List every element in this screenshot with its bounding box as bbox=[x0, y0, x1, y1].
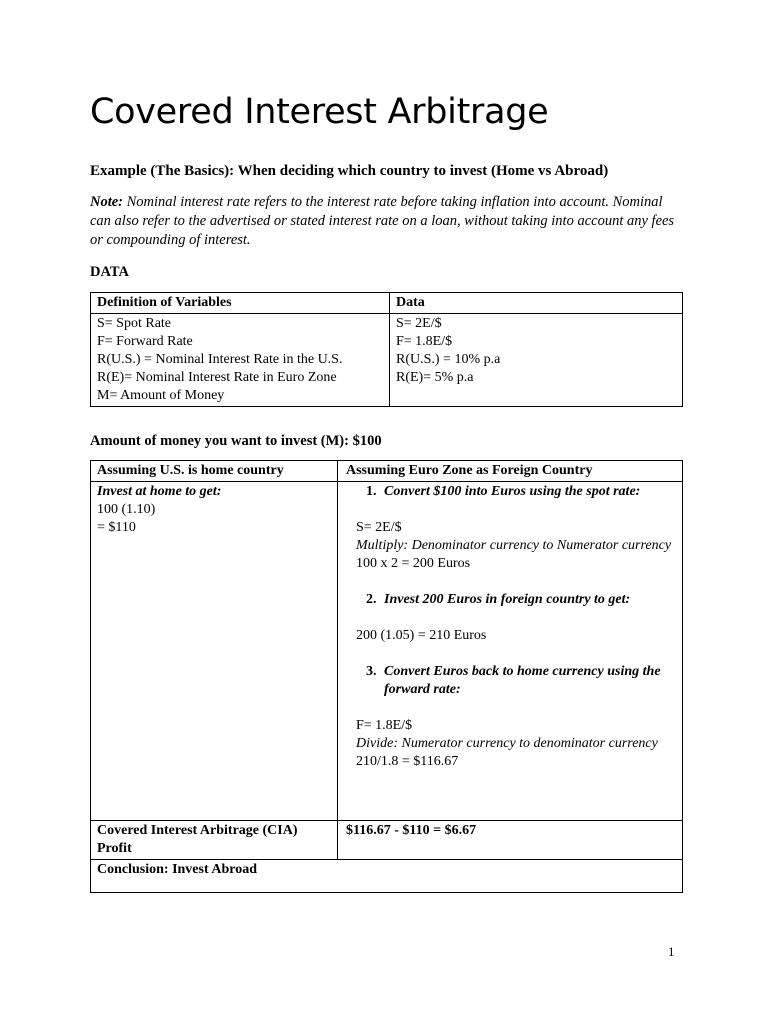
investment-table bbox=[90, 460, 683, 893]
value-item: S= 2E/$ bbox=[396, 316, 442, 331]
definition-item: M= Amount of Money bbox=[97, 388, 225, 403]
step-3-italic: Divide: Numerator currency to denominator currency bbox=[356, 736, 658, 751]
step-2-number: 2. bbox=[366, 592, 377, 607]
note-label: Note: bbox=[90, 194, 124, 210]
home-cell bbox=[91, 482, 338, 821]
data-table-header-data: Data bbox=[390, 293, 683, 314]
home-line: 100 (1.10) bbox=[97, 502, 156, 517]
profit-value: $116.67 - $110 = $6.67 bbox=[338, 821, 683, 860]
home-line: = $110 bbox=[97, 520, 136, 535]
step-1-title bbox=[356, 483, 676, 501]
step-3-result: 210/1.8 = $116.67 bbox=[356, 754, 459, 769]
step-2-title bbox=[356, 591, 676, 609]
step-1-number: 1. bbox=[366, 484, 377, 499]
investment-header-home: Assuming U.S. is home country bbox=[91, 461, 338, 482]
step-3-number: 3. bbox=[366, 664, 377, 679]
note-paragraph bbox=[90, 193, 680, 250]
step-1-line: S= 2E/$ bbox=[356, 520, 402, 535]
page-title: Covered Interest Arbitrage bbox=[90, 92, 549, 132]
step-3-title bbox=[356, 663, 676, 699]
data-heading: DATA bbox=[90, 264, 129, 280]
value-item: R(U.S.) = 10% p.a bbox=[396, 352, 501, 367]
step-3-text: Convert Euros back to home currency using the forward rate: bbox=[384, 664, 661, 697]
amount-heading: Amount of money you want to invest (M): $100 bbox=[90, 433, 382, 449]
values-cell bbox=[390, 314, 683, 407]
conclusion: Conclusion: Invest Abroad bbox=[91, 860, 683, 893]
step-1-result: 100 x 2 = 200 Euros bbox=[356, 556, 471, 571]
data-table bbox=[90, 292, 683, 407]
page-number: 1 bbox=[668, 944, 675, 959]
profit-label: Covered Interest Arbitrage (CIA) Profit bbox=[91, 821, 338, 860]
definitions-cell bbox=[91, 314, 390, 407]
data-table-header-definitions: Definition of Variables bbox=[91, 293, 390, 314]
step-1-text: Convert $100 into Euros using the spot rate: bbox=[384, 484, 641, 499]
definition-item: F= Forward Rate bbox=[97, 334, 193, 349]
definition-item: R(E)= Nominal Interest Rate in Euro Zone bbox=[97, 370, 337, 385]
note-text: Nominal interest rate refers to the interest rate before taking inflation into account. Nominal can also refer to the advertised or stated interest rate on a loan, without taking into account any fees or compounding of interest. bbox=[90, 194, 675, 248]
step-3-line: F= 1.8E/$ bbox=[356, 718, 413, 733]
value-item: R(E)= 5% p.a bbox=[396, 370, 474, 385]
example-subtitle: Example (The Basics): When deciding which country to invest (Home vs Abroad) bbox=[90, 163, 609, 179]
definition-item: S= Spot Rate bbox=[97, 316, 172, 331]
home-label: Invest at home to get: bbox=[97, 484, 222, 499]
investment-header-foreign: Assuming Euro Zone as Foreign Country bbox=[338, 461, 683, 482]
definition-item: R(U.S.) = Nominal Interest Rate in the U.S. bbox=[97, 352, 343, 367]
value-item: F= 1.8E/$ bbox=[396, 334, 453, 349]
step-2-result: 200 (1.05) = 210 Euros bbox=[356, 628, 487, 643]
step-2-text: Invest 200 Euros in foreign country to get: bbox=[384, 592, 631, 607]
step-1-italic: Multiply: Denominator currency to Numerator currency bbox=[356, 538, 672, 553]
foreign-cell bbox=[338, 482, 683, 821]
